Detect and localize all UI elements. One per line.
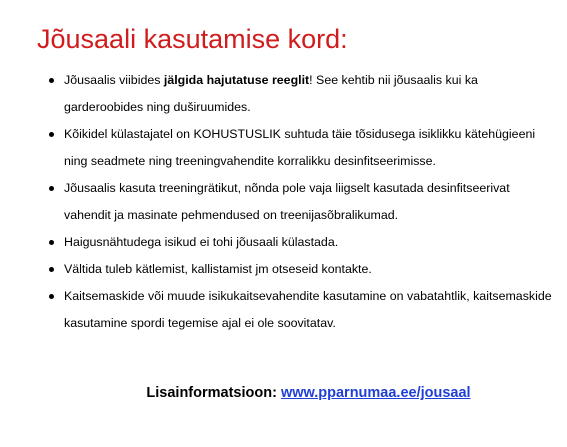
rule-text: Jõusaalis viibides	[64, 73, 164, 87]
rule-emphasis: jälgida hajutatuse reeglit	[163, 73, 310, 87]
rule-text: Kaitsemaskide või muude isikukaitsevahendite kasutamine on vabatahtlik, kaitsemaskide kasutamine spordi tegemise ajal ei ole soovitatav.	[64, 289, 552, 330]
rule-text: Vältida tuleb kätlemist, kallistamist jm otseseid kontakte.	[64, 262, 372, 276]
more-info-link[interactable]: www.pparnumaa.ee/jousaal	[280, 385, 471, 401]
bullet-icon	[49, 267, 54, 272]
rule-text: Haigusnähtudega isikud ei tohi jõusaali külastada.	[64, 235, 339, 249]
more-info-footer	[0, 383, 567, 403]
rule-item	[38, 67, 558, 121]
rule-text: Jõusaalis kasuta treeningrätikut, nõnda pole vaja liigselt kasutada desinfitseerivat vahendit ja masinate pehmendused on treenijasõbralikumad.	[64, 181, 510, 222]
rules-list	[38, 67, 558, 337]
rule-item	[38, 121, 558, 175]
rule-item	[38, 256, 558, 283]
rule-item	[38, 229, 558, 256]
bullet-icon	[49, 186, 54, 191]
bullet-icon	[49, 78, 54, 83]
rule-item	[38, 283, 558, 337]
rule-text: Kõikidel külastajatel on KOHUSTUSLIK suhtuda täie tõsidusega isiklikku kätehügieeni ning seadmete ning treeningvahendite korralikku desinfitseerimisse.	[64, 127, 536, 168]
rule-text-continued: ! See kehtib nii jõusaalis kui ka garderoobides ning duširuumides.	[64, 73, 478, 114]
bullet-icon	[49, 294, 54, 299]
more-info-label: Lisainformatsioon:	[146, 385, 281, 401]
page-title: Jõusaali kasutamise kord:	[37, 24, 348, 54]
bullet-icon	[49, 240, 54, 245]
bullet-icon	[49, 132, 54, 137]
rule-item	[38, 175, 558, 229]
